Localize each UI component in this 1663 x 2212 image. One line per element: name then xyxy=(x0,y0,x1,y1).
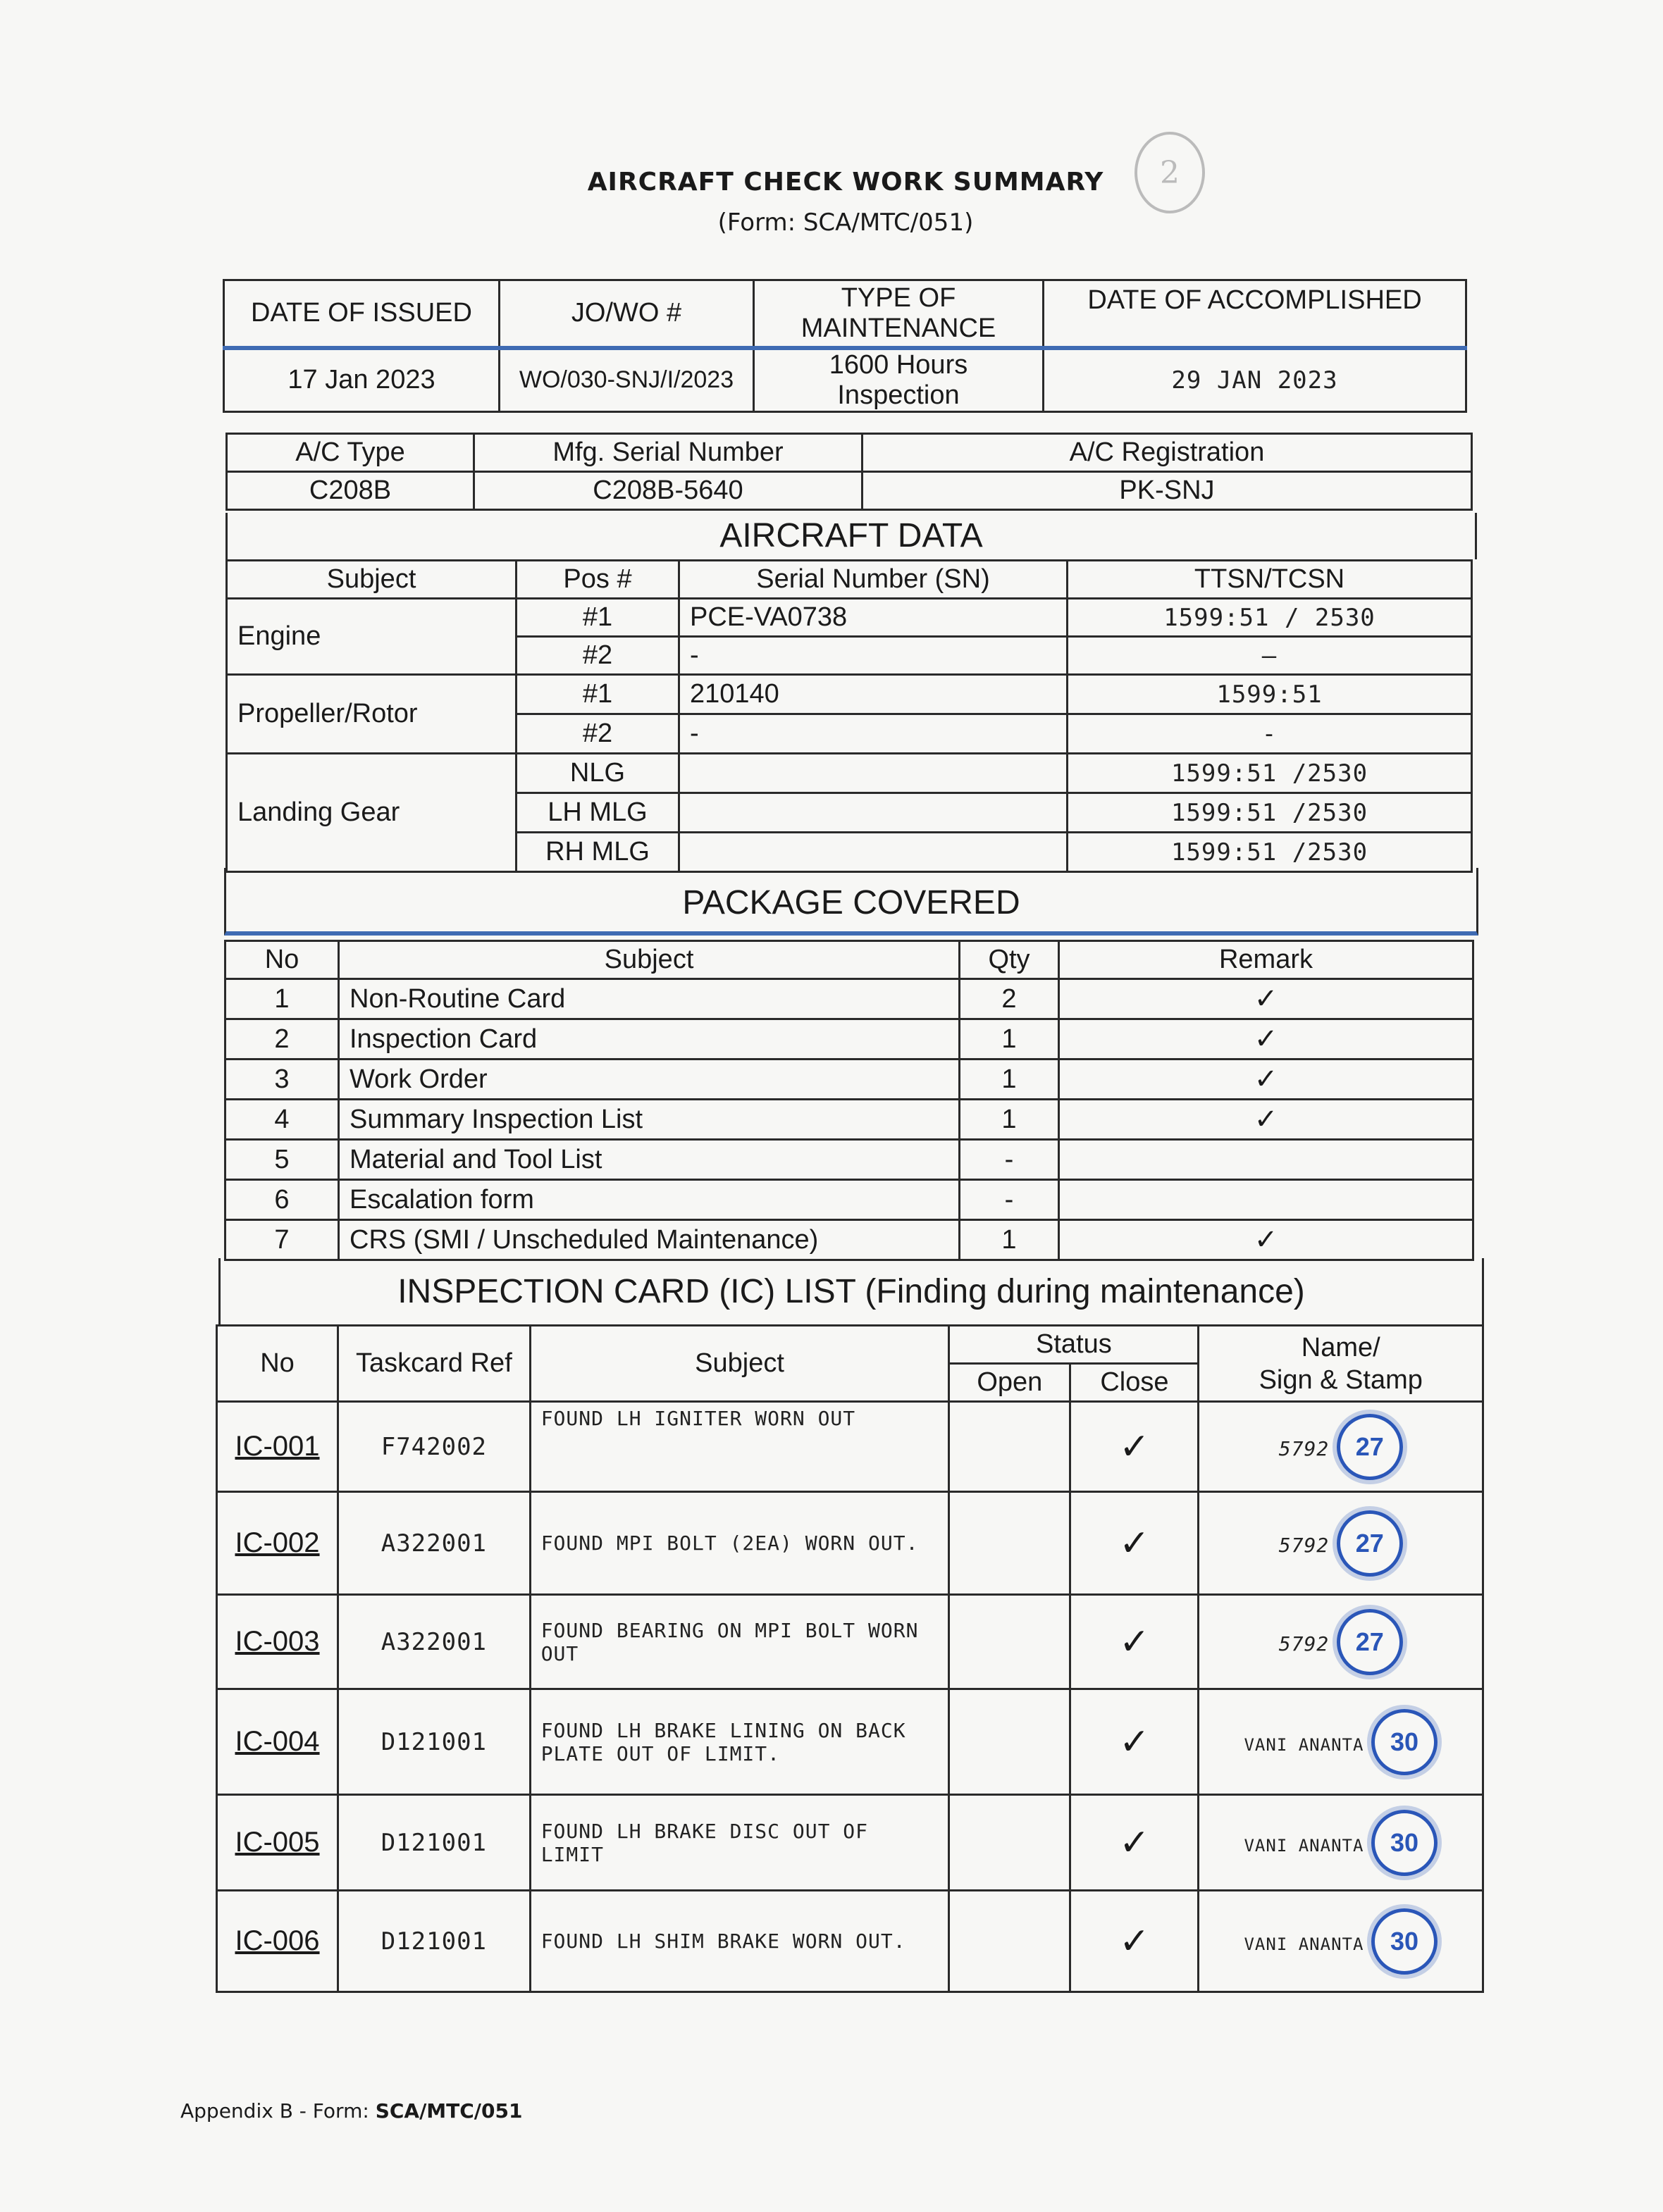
package-row xyxy=(225,1019,1473,1060)
work-order-table xyxy=(223,279,1467,413)
package-row-subject: Escalation form xyxy=(339,1180,960,1220)
prop-sn-2: - xyxy=(679,714,1068,754)
ic-list-title: INSPECTION CARD (IC) LIST (Finding during maintenance) xyxy=(218,1258,1484,1326)
gear-sn-rh xyxy=(679,833,1068,872)
ic-row-close: ✓ xyxy=(1070,1492,1199,1595)
footer-code: SCA/MTC/051 xyxy=(375,2099,523,2123)
ic-row-no: IC-003 xyxy=(217,1595,338,1689)
ic-row-open xyxy=(949,1402,1070,1492)
package-row-remark: ✓ xyxy=(1059,1100,1473,1140)
inspector-stamp: 30 xyxy=(1371,1709,1438,1775)
engine-sn-1: PCE-VA0738 xyxy=(679,599,1068,637)
signature: 5792 xyxy=(1278,1533,1330,1557)
signature: VANI ANANTA xyxy=(1244,1835,1364,1856)
ic-taskcard-header: Taskcard Ref xyxy=(338,1326,531,1402)
package-row-subject: CRS (SMI / Unscheduled Maintenance) xyxy=(339,1220,960,1260)
ic-row-sign xyxy=(1199,1795,1483,1891)
ic-row-taskcard: D121001 xyxy=(338,1689,531,1795)
ic-row-sign xyxy=(1199,1595,1483,1689)
circled-number-text: 2 xyxy=(1160,155,1180,191)
ic-sign-label: Sign & Stamp xyxy=(1259,1365,1423,1395)
ic-no-header: No xyxy=(217,1326,338,1402)
prop-tt-2: - xyxy=(1068,714,1472,754)
prop-pos-1: #1 xyxy=(517,675,679,714)
ic-row-no: IC-001 xyxy=(217,1402,338,1492)
engine-tt-1: 1599:51 / 2530 xyxy=(1068,599,1472,637)
engine-pos-1: #1 xyxy=(517,599,679,637)
package-row-subject: Work Order xyxy=(339,1060,960,1100)
inspector-stamp: 27 xyxy=(1337,1510,1403,1577)
ic-row-subject: FOUND BEARING ON MPI BOLT WORN OUT xyxy=(530,1595,949,1689)
package-row-qty: 2 xyxy=(960,979,1059,1019)
package-row-qty: 1 xyxy=(960,1100,1059,1140)
prop-tt-1: 1599:51 xyxy=(1068,675,1472,714)
ic-row-close: ✓ xyxy=(1070,1795,1199,1891)
package-row-no: 4 xyxy=(225,1100,339,1140)
package-row-remark: ✓ xyxy=(1059,1220,1473,1260)
mfg-serial-header: Mfg. Serial Number xyxy=(474,434,863,472)
ic-row xyxy=(217,1795,1483,1891)
package-remark-header: Remark xyxy=(1059,941,1473,979)
gear-tt-nlg: 1599:51 /2530 xyxy=(1068,754,1472,793)
jowo-header: JO/WO # xyxy=(500,280,754,348)
ic-row-taskcard: A322001 xyxy=(338,1492,531,1595)
package-row-remark xyxy=(1059,1180,1473,1220)
package-row xyxy=(225,1060,1473,1100)
ic-row-open xyxy=(949,1595,1070,1689)
package-table xyxy=(224,940,1474,1261)
engine-label: Engine xyxy=(227,599,517,675)
engine-sn-2: - xyxy=(679,637,1068,675)
ttsn-tcsn-header: TTSN/TCSN xyxy=(1068,561,1472,599)
ac-type-header: A/C Type xyxy=(227,434,474,472)
date-accomplished-value: 29 JAN 2023 xyxy=(1044,348,1466,412)
prop-pos-2: #2 xyxy=(517,714,679,754)
package-row-remark: ✓ xyxy=(1059,1060,1473,1100)
ac-registration-value: PK-SNJ xyxy=(863,472,1472,510)
ic-row-open xyxy=(949,1795,1070,1891)
package-qty-header: Qty xyxy=(960,941,1059,979)
ic-row xyxy=(217,1402,1483,1492)
package-row-no: 6 xyxy=(225,1180,339,1220)
ac-registration-header: A/C Registration xyxy=(863,434,1472,472)
footer-prefix: Appendix B - Form: xyxy=(180,2099,376,2123)
mfg-serial-value: C208B-5640 xyxy=(474,472,863,510)
ic-row-no: IC-006 xyxy=(217,1891,338,1992)
ic-row xyxy=(217,1689,1483,1795)
package-row-remark: ✓ xyxy=(1059,1019,1473,1060)
package-row-qty: 1 xyxy=(960,1019,1059,1060)
package-row-no: 2 xyxy=(225,1019,339,1060)
ic-row-close: ✓ xyxy=(1070,1402,1199,1492)
ic-list-table xyxy=(216,1324,1484,1993)
ic-row-close: ✓ xyxy=(1070,1891,1199,1992)
date-accomplished-header: DATE OF ACCOMPLISHED xyxy=(1044,280,1466,348)
ic-row-sign xyxy=(1199,1402,1483,1492)
signature: VANI ANANTA xyxy=(1244,1934,1364,1954)
aircraft-data-table xyxy=(225,559,1473,873)
package-row-remark: ✓ xyxy=(1059,979,1473,1019)
signature: VANI ANANTA xyxy=(1244,1734,1364,1755)
package-row xyxy=(225,1140,1473,1180)
inspector-stamp: 27 xyxy=(1337,1414,1403,1480)
ic-status-header: Status xyxy=(949,1326,1199,1364)
package-row-qty: - xyxy=(960,1140,1059,1180)
gear-pos-rh: RH MLG xyxy=(517,833,679,872)
gear-sn-nlg xyxy=(679,754,1068,793)
ic-row xyxy=(217,1595,1483,1689)
ic-row-open xyxy=(949,1891,1070,1992)
package-row xyxy=(225,979,1473,1019)
circled-page-number xyxy=(1131,127,1208,218)
ic-subject-header: Subject xyxy=(530,1326,949,1402)
package-row xyxy=(225,1220,1473,1260)
ic-row-subject: FOUND LH BRAKE DISC OUT OF LIMIT xyxy=(530,1795,949,1891)
serial-number-header: Serial Number (SN) xyxy=(679,561,1068,599)
gear-sn-lh xyxy=(679,793,1068,833)
ic-row xyxy=(217,1492,1483,1595)
engine-tt-2: — xyxy=(1068,637,1472,675)
package-row-no: 7 xyxy=(225,1220,339,1260)
package-row-qty: 1 xyxy=(960,1220,1059,1260)
aircraft-data-title: AIRCRAFT DATA xyxy=(225,513,1477,559)
package-subject-header: Subject xyxy=(339,941,960,979)
ic-row xyxy=(217,1891,1483,1992)
engine-pos-2: #2 xyxy=(517,637,679,675)
package-covered-title: PACKAGE COVERED xyxy=(224,868,1478,936)
ic-row-taskcard: D121001 xyxy=(338,1795,531,1891)
ic-row-taskcard: D121001 xyxy=(338,1891,531,1992)
signature: 5792 xyxy=(1278,1632,1330,1655)
package-row-subject: Material and Tool List xyxy=(339,1140,960,1180)
ic-row-sign xyxy=(1199,1689,1483,1795)
package-row-qty: - xyxy=(960,1180,1059,1220)
package-row xyxy=(225,1100,1473,1140)
form-footer xyxy=(180,2099,522,2123)
ic-row-sign xyxy=(1199,1891,1483,1992)
subject-header: Subject xyxy=(227,561,517,599)
gear-pos-nlg: NLG xyxy=(517,754,679,793)
landing-gear-label: Landing Gear xyxy=(227,754,517,872)
package-row-subject: Inspection Card xyxy=(339,1019,960,1060)
ic-row-sign xyxy=(1199,1492,1483,1595)
package-row-no: 3 xyxy=(225,1060,339,1100)
ic-row-no: IC-005 xyxy=(217,1795,338,1891)
gear-tt-lh: 1599:51 /2530 xyxy=(1068,793,1472,833)
ic-row-no: IC-004 xyxy=(217,1689,338,1795)
ic-name-label: Name/ xyxy=(1301,1332,1380,1362)
ic-row-subject: FOUND MPI BOLT (2EA) WORN OUT. xyxy=(530,1492,949,1595)
ic-row-subject: FOUND LH SHIM BRAKE WORN OUT. xyxy=(530,1891,949,1992)
ac-type-value: C208B xyxy=(227,472,474,510)
package-row-no: 1 xyxy=(225,979,339,1019)
signature: 5792 xyxy=(1278,1436,1330,1460)
gear-tt-rh: 1599:51 /2530 xyxy=(1068,833,1472,872)
ic-row-open xyxy=(949,1689,1070,1795)
aircraft-info-table xyxy=(225,433,1473,511)
ic-row-close: ✓ xyxy=(1070,1595,1199,1689)
package-row-remark xyxy=(1059,1140,1473,1180)
ic-row-open xyxy=(949,1492,1070,1595)
ic-row-no: IC-002 xyxy=(217,1492,338,1595)
ic-row-taskcard: F742002 xyxy=(338,1402,531,1492)
ic-row-subject: FOUND LH BRAKE LINING ON BACK PLATE OUT OF LIMIT. xyxy=(530,1689,949,1795)
package-no-header: No xyxy=(225,941,339,979)
maintenance-type-value: 1600 Hours Inspection xyxy=(754,348,1044,412)
inspector-stamp: 30 xyxy=(1371,1908,1438,1975)
jowo-value: WO/030-SNJ/I/2023 xyxy=(500,348,754,412)
ic-row-close: ✓ xyxy=(1070,1689,1199,1795)
package-row-subject: Non-Routine Card xyxy=(339,979,960,1019)
form-title: AIRCRAFT CHECK WORK SUMMARY xyxy=(587,168,1104,197)
pos-header: Pos # xyxy=(517,561,679,599)
inspector-stamp: 27 xyxy=(1337,1609,1403,1675)
package-row-qty: 1 xyxy=(960,1060,1059,1100)
propeller-label: Propeller/Rotor xyxy=(227,675,517,754)
gear-pos-lh: LH MLG xyxy=(517,793,679,833)
package-row-subject: Summary Inspection List xyxy=(339,1100,960,1140)
form-code: (Form: SCA/MTC/051) xyxy=(717,209,974,237)
ic-close-header: Close xyxy=(1070,1364,1199,1402)
date-issued-value: 17 Jan 2023 xyxy=(224,348,500,412)
ic-open-header: Open xyxy=(949,1364,1070,1402)
package-row-no: 5 xyxy=(225,1140,339,1180)
ic-sign-header xyxy=(1199,1326,1483,1402)
ic-row-subject: FOUND LH IGNITER WORN OUT xyxy=(530,1402,949,1492)
package-row xyxy=(225,1180,1473,1220)
ic-row-taskcard: A322001 xyxy=(338,1595,531,1689)
inspector-stamp: 30 xyxy=(1371,1810,1438,1876)
maintenance-type-header: TYPE OF MAINTENANCE xyxy=(754,280,1044,348)
prop-sn-1: 210140 xyxy=(679,675,1068,714)
date-issued-header: DATE OF ISSUED xyxy=(224,280,500,348)
